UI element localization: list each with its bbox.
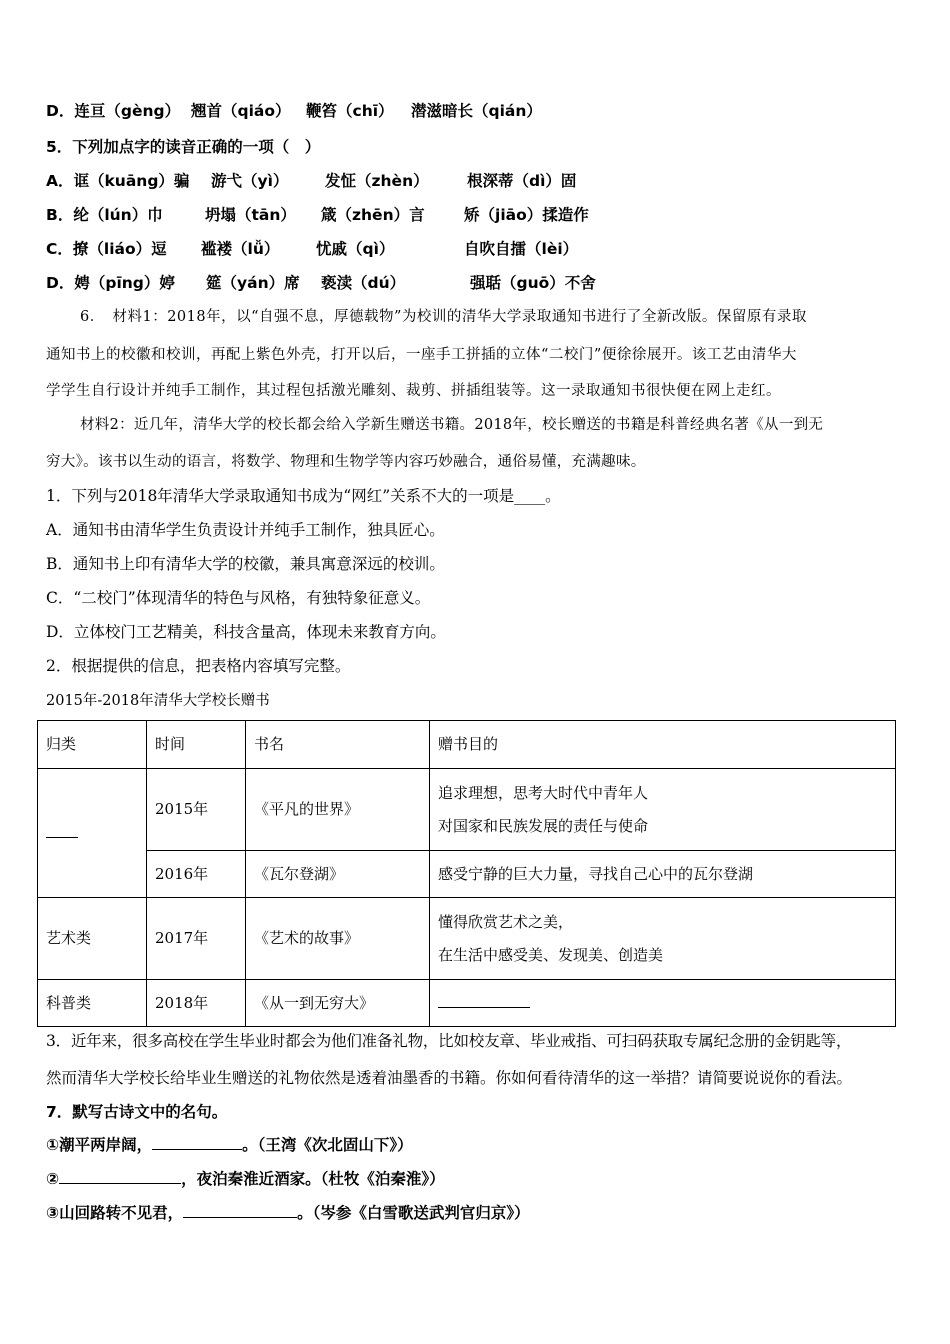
- q4-option-d: [46, 100, 926, 122]
- q5-stem: 5．下列加点字的读音正确的一项（ ）: [46, 138, 321, 156]
- cell-category: 艺术类: [38, 898, 147, 980]
- cell-purpose: 感受宁静的巨大力量，寻找自己心中的瓦尔登湖: [430, 851, 896, 898]
- q6-sub1-option-b: B．通知书上印有清华大学的校徽，兼具寓意深远的校训。: [46, 555, 445, 573]
- q7-item2-pre: ②: [46, 1170, 60, 1188]
- q6-sub1-option-d: D．立体校门工艺精美，科技含量高，体现未来教育方向。: [46, 623, 446, 641]
- q5-b-d: 矫（jiāo）揉造作: [464, 206, 589, 224]
- q7-item1: [46, 1134, 413, 1156]
- table-row: [38, 851, 896, 898]
- q5-c-label: C．撩（liáo）逗: [46, 240, 167, 258]
- purpose-line: 追求理想，思考大时代中青年人: [438, 783, 649, 802]
- cell-book: 《从一到无穷大》: [246, 980, 430, 1027]
- cell-purpose-blank: [430, 980, 896, 1027]
- q5-c-d: 自吹自擂（lèi）: [464, 240, 579, 258]
- cell-purpose: [430, 769, 896, 851]
- q4-d-d: 潜滋暗长（qián）: [411, 102, 542, 120]
- table-row: [38, 769, 896, 851]
- q6-sub1-option-c: C．“二校门”体现清华的特色与风格，有独特象征意义。: [46, 589, 431, 607]
- q6-sub1-stem: 1．下列与2018年清华大学录取通知书成为“网红”关系不大的一项是____。: [46, 487, 561, 505]
- q5-d-d: 强聒（guō）不舍: [470, 274, 596, 292]
- q7-stem: 7．默写古诗文中的名句。: [46, 1103, 228, 1121]
- q7-item3-post: 。（岑参《白雪歌送武判官归京》）: [297, 1204, 530, 1222]
- q5-a-c: 发怔（zhèn）: [325, 172, 429, 190]
- q6-material1-line2: 通知书上的校徽和校训，再配上紫色外壳，打开以后，一座手工拼插的立体“二校门”便徐徐展开。该工艺由清华大: [46, 347, 797, 363]
- q5-d-label: D．娉（pīng）婷: [46, 274, 175, 292]
- q7-item1-blank[interactable]: [152, 1149, 242, 1150]
- cell-year: 2015年: [147, 769, 246, 851]
- q7-item1-post: 。（王湾《次北固山下》）: [242, 1136, 413, 1154]
- q6-sub3-line2: 然而清华大学校长给毕业生赠送的礼物依然是透着油墨香的书籍。你如何看待清华的这一举措？请简要说说你的看法。: [46, 1069, 853, 1087]
- q5-a-b: 游弋（yì）: [211, 172, 289, 190]
- q5-c-c: 忧戚（qì）: [316, 240, 395, 258]
- q5-d-c: 亵渎（dú）: [321, 274, 406, 292]
- q6-sub2-stem: 2．根据提供的信息，把表格内容填写完整。: [46, 657, 351, 675]
- q5-c-b: 褴褛（lǚ）: [201, 240, 280, 258]
- header-purpose: 赠书目的: [430, 721, 896, 769]
- cell-category: 科普类: [38, 980, 147, 1027]
- cell-book: 《瓦尔登湖》: [246, 851, 430, 898]
- q7-item3: [46, 1202, 530, 1224]
- category-blank-cell: [38, 769, 147, 898]
- cell-book: 《平凡的世界》: [246, 769, 430, 851]
- category-blank[interactable]: [46, 837, 78, 838]
- q5-option-d: [46, 272, 926, 294]
- purpose-blank[interactable]: [438, 1007, 530, 1008]
- purpose-line: 在生活中感受美、发现美、创造美: [438, 945, 664, 964]
- q7-item2: [46, 1168, 445, 1190]
- header-time: 时间: [147, 721, 246, 769]
- cell-book: 《艺术的故事》: [246, 898, 430, 980]
- q6-sub3-line1: 3．近年来，很多高校在学生毕业时都会为他们准备礼物，比如校友章、毕业戒指、可扫码获取专属纪念册的金钥匙等，: [46, 1032, 852, 1050]
- q5-a-d: 根深蒂（dì）固: [467, 172, 577, 190]
- table-title: 2015年-2018年清华大学校长赠书: [46, 693, 270, 709]
- cell-purpose: [430, 898, 896, 980]
- purpose-line: 对国家和民族发展的责任与使命: [438, 816, 649, 835]
- q7-item3-pre: ③山回路转不见君，: [46, 1204, 184, 1222]
- q5-option-a: [46, 170, 926, 192]
- q6-sub1-option-a: A．通知书由清华学生负责设计并纯手工制作，独具匠心。: [46, 521, 445, 539]
- q7-item2-post: ，夜泊秦淮近酒家。（杜牧《泊秦淮》）: [181, 1170, 445, 1188]
- table-row: [38, 898, 896, 980]
- q5-option-c: [46, 238, 926, 260]
- q5-d-b: 筵（yán）席: [206, 274, 300, 292]
- purpose-line: 懂得欣赏艺术之美，: [438, 912, 574, 931]
- q5-b-label: B．纶（lún）巾: [46, 206, 163, 224]
- q6-material1-line3: 学学生自行设计并纯手工制作，其过程包括激光雕刻、裁剪、拼插组装等。这一录取通知书很快便在网上走红。: [46, 383, 781, 399]
- cell-year: 2017年: [147, 898, 246, 980]
- q5-a-label: A．诓（kuāng）骗: [46, 172, 190, 190]
- q7-item2-blank[interactable]: [59, 1183, 181, 1184]
- q7-item1-pre: ①潮平两岸阔，: [46, 1136, 153, 1154]
- header-category: 归类: [38, 721, 147, 769]
- q6-material2-line1: 材料2：近几年，清华大学的校长都会给入学新生赠送书籍。2018年，校长赠送的书籍是科普经典名著《从一到无: [80, 417, 824, 433]
- q5-b-c: 箴（zhēn）言: [321, 206, 425, 224]
- cell-year: 2018年: [147, 980, 246, 1027]
- q4-d-b: 翘首（qiáo）: [191, 102, 291, 120]
- q6-material2-line2: 穷大》。该书以生动的语言，将数学、物理和生物学等内容巧妙融合，通俗易懂，充满趣味。: [46, 454, 646, 470]
- q4-d-c: 鞭笞（chī）: [306, 102, 394, 120]
- cell-year: 2016年: [147, 851, 246, 898]
- table-header-row: [38, 721, 896, 769]
- table-row: [38, 980, 896, 1027]
- q4-d-label: D．连亘（gèng）: [46, 102, 181, 120]
- q7-item3-blank[interactable]: [183, 1217, 297, 1218]
- q5-b-b: 坍塌（tān）: [205, 206, 296, 224]
- book-gift-table: [37, 720, 896, 1027]
- q5-option-b: [46, 204, 926, 226]
- q6-material1-line1: 6． 材料1：2018年，以“自强不息，厚德载物”为校训的清华大学录取通知书进行了全新改版。保留原有录取: [80, 309, 807, 325]
- header-book: 书名: [246, 721, 430, 769]
